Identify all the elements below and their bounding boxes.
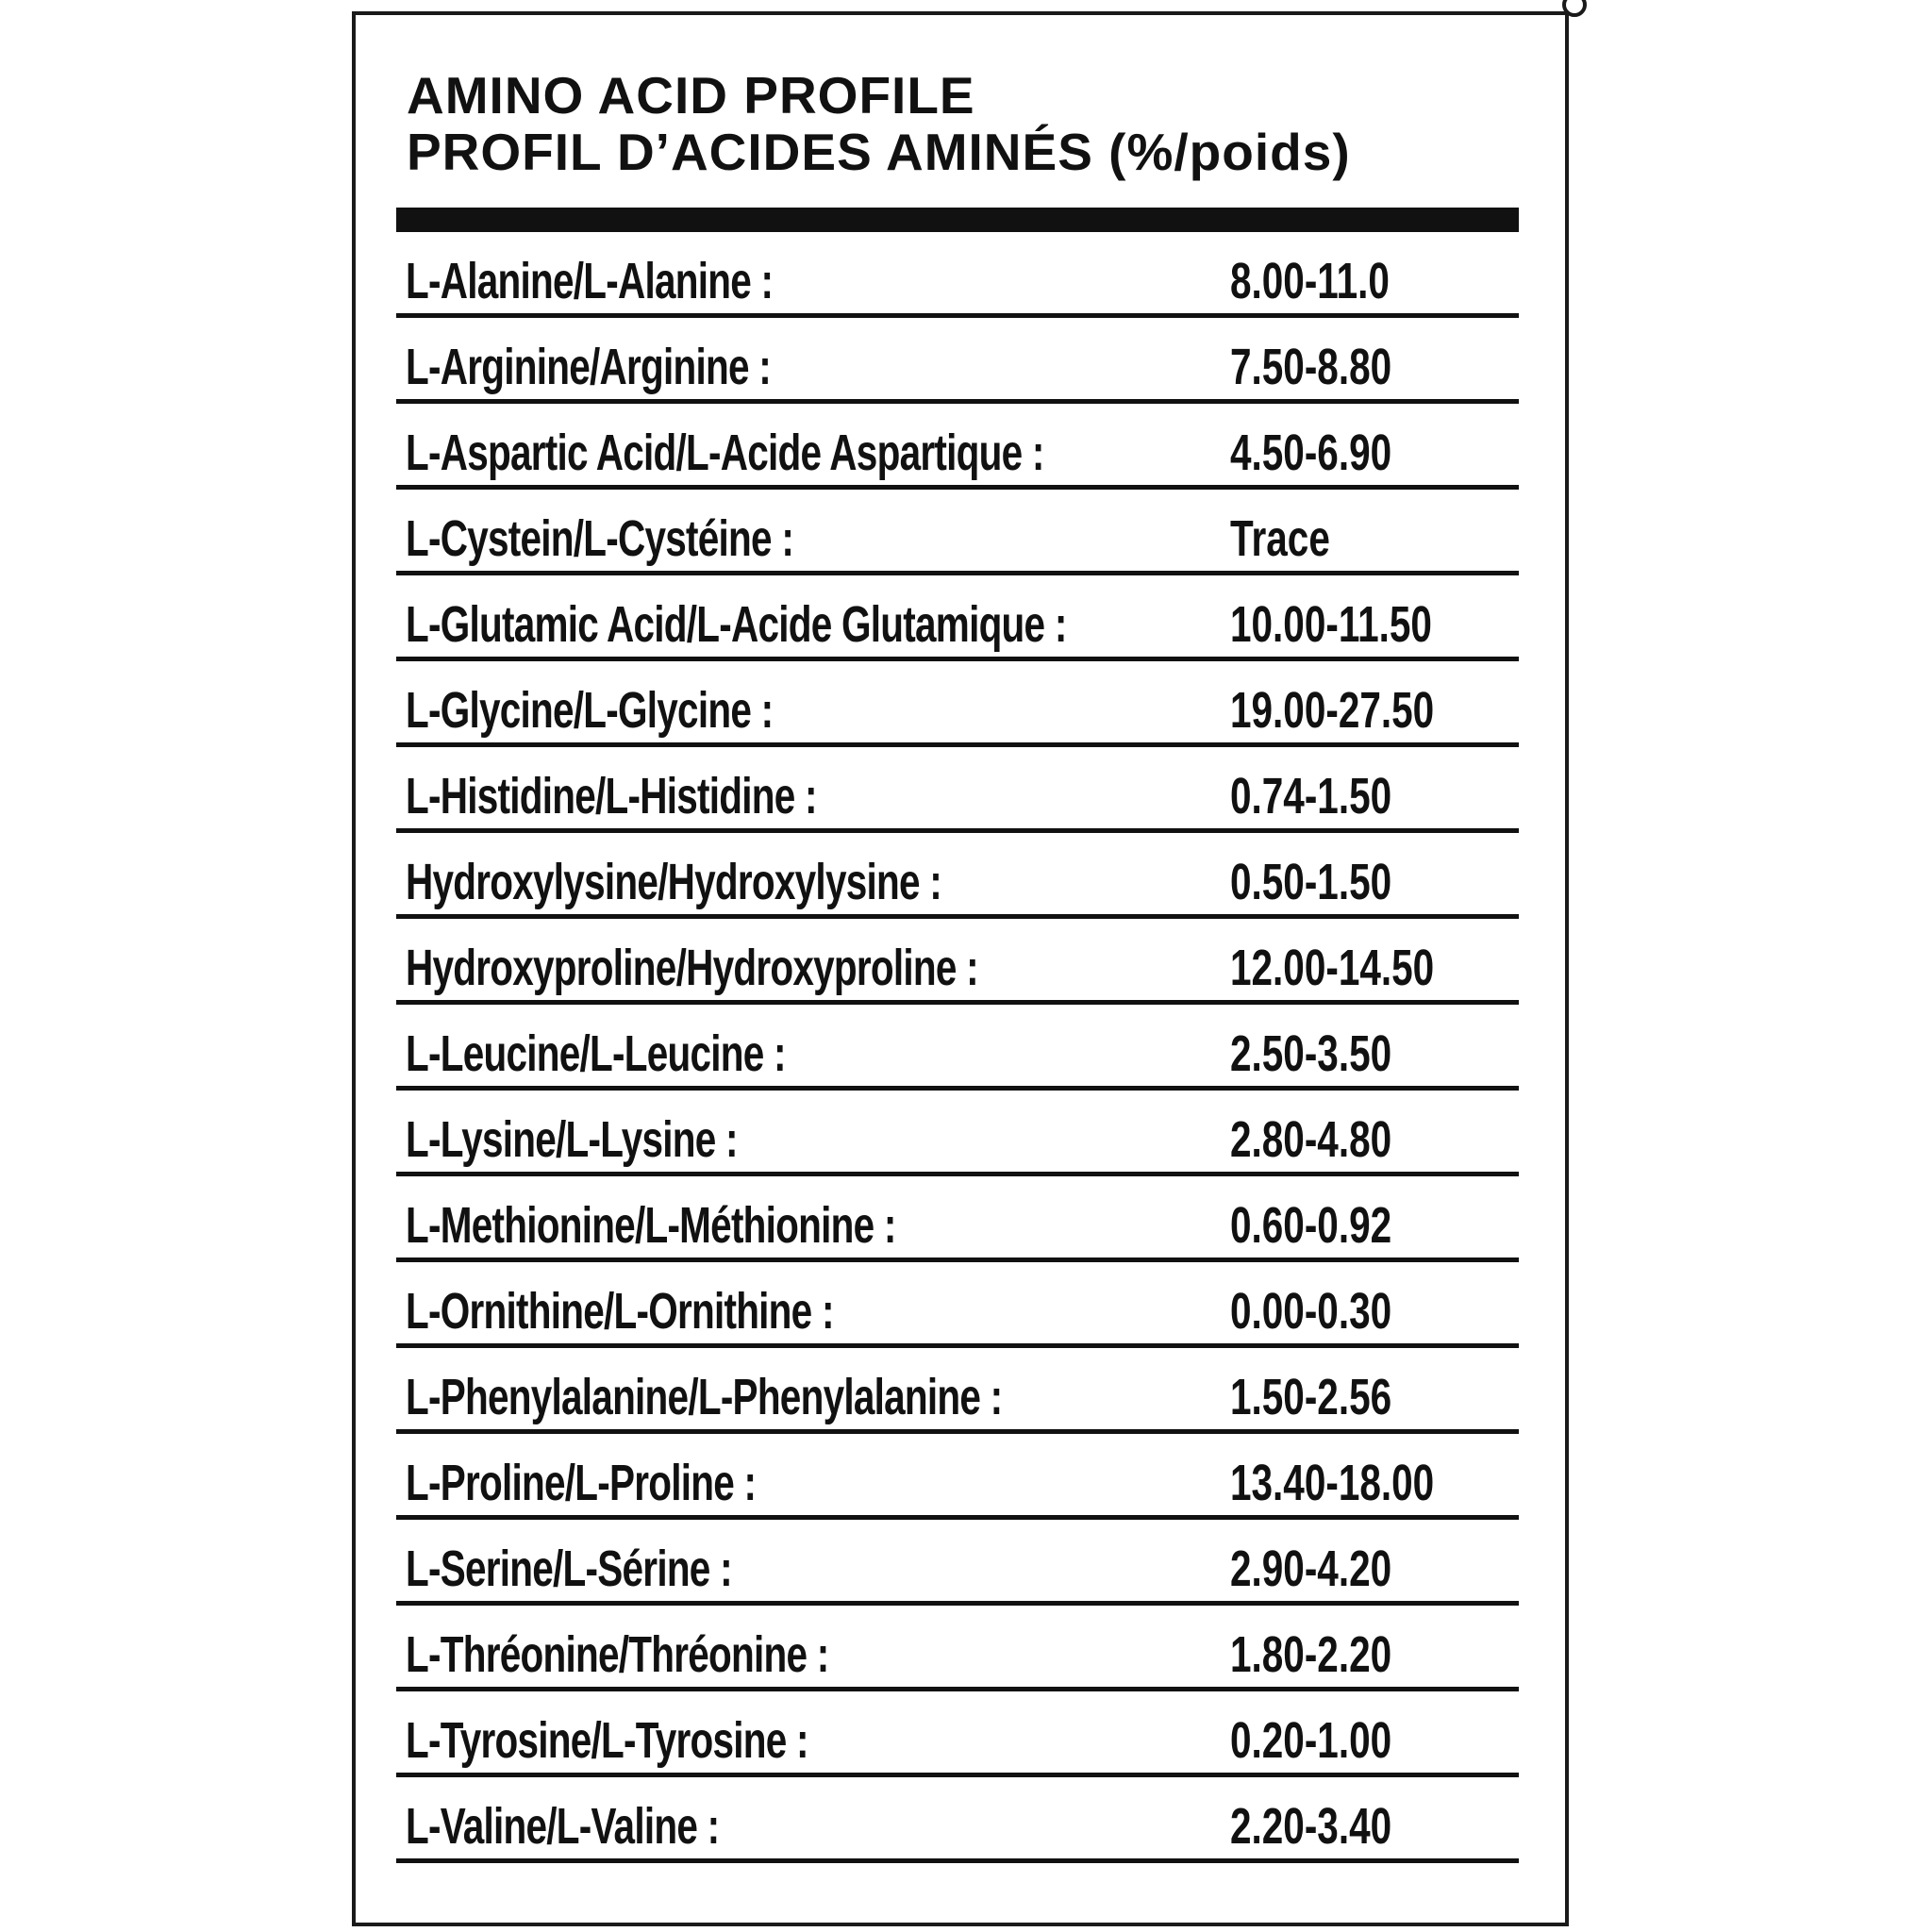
amino-acid-name: Hydroxylysine/Hydroxylysine : (406, 854, 941, 910)
amino-acid-name: L-Alanine/L-Alanine : (406, 253, 774, 309)
amino-acid-value: 12.00-14.50 (1230, 940, 1435, 996)
amino-acid-name: L-Histidine/L-Histidine : (406, 768, 817, 824)
amino-acid-value: 4.50-6.90 (1230, 425, 1392, 481)
amino-acid-value: 10.00-11.50 (1230, 596, 1432, 653)
amino-acid-name: L-Lysine/L-Lysine : (406, 1111, 738, 1168)
amino-acid-value: 1.50-2.56 (1230, 1369, 1392, 1425)
amino-acid-name: Hydroxyproline/Hydroxyproline : (406, 940, 978, 996)
table-row (396, 1348, 1519, 1434)
table-row (396, 490, 1519, 575)
amino-acid-value: 0.20-1.00 (1230, 1712, 1392, 1769)
table-row (396, 747, 1519, 833)
amino-acid-value: 0.74-1.50 (1230, 768, 1392, 824)
amino-acid-name: L-Phenylalanine/L-Phenylalanine : (406, 1369, 1003, 1425)
amino-acid-value: 2.50-3.50 (1230, 1025, 1392, 1082)
table-row (396, 1434, 1519, 1520)
amino-acid-name: L-Tyrosine/L-Tyrosine : (406, 1712, 808, 1769)
amino-acid-table (396, 232, 1519, 1863)
amino-acid-value: 19.00-27.50 (1230, 682, 1435, 739)
table-row (396, 1606, 1519, 1691)
table-row (396, 1091, 1519, 1176)
table-row (396, 1176, 1519, 1262)
amino-acid-value: 1.80-2.20 (1230, 1626, 1392, 1683)
table-row (396, 575, 1519, 661)
amino-acid-value: 2.20-3.40 (1230, 1798, 1392, 1855)
title-french: PROFIL D’ACIDES AMINÉS (%/poids) (407, 123, 1351, 181)
table-row (396, 318, 1519, 404)
table-row (396, 1691, 1519, 1777)
profile-header (407, 67, 1491, 180)
table-row (396, 232, 1519, 318)
table-row (396, 1262, 1519, 1348)
amino-acid-name: L-Glycine/L-Glycine : (406, 682, 774, 739)
amino-acid-value: 2.90-4.20 (1230, 1541, 1392, 1597)
table-row (396, 1005, 1519, 1091)
header-divider (396, 208, 1519, 232)
amino-acid-name: L-Ornithine/L-Ornithine : (406, 1283, 834, 1340)
table-row (396, 404, 1519, 490)
table-row (396, 919, 1519, 1005)
amino-acid-value: 0.60-0.92 (1230, 1197, 1392, 1254)
amino-acid-value: 13.40-18.00 (1230, 1455, 1435, 1511)
title-english: AMINO ACID PROFILE (407, 66, 975, 125)
amino-acid-name: L-Proline/L-Proline : (406, 1455, 757, 1511)
amino-acid-name: L-Arginine/Arginine : (406, 339, 771, 395)
table-row (396, 833, 1519, 919)
table-row (396, 1520, 1519, 1606)
amino-acid-value: 0.00-0.30 (1230, 1283, 1392, 1340)
amino-acid-value: 7.50-8.80 (1230, 339, 1392, 395)
amino-acid-name: L-Cystein/L-Cystéine : (406, 510, 794, 567)
amino-acid-name: L-Aspartic Acid/L-Acide Aspartique : (406, 425, 1044, 481)
amino-acid-profile-panel (352, 11, 1569, 1926)
amino-acid-value: 8.00-11.0 (1230, 253, 1390, 309)
amino-acid-name: L-Serine/L-Sérine : (406, 1541, 732, 1597)
amino-acid-value: 2.80-4.80 (1230, 1111, 1392, 1168)
table-row (396, 1777, 1519, 1863)
table-row (396, 661, 1519, 747)
amino-acid-name: L-Methionine/L-Méthionine : (406, 1197, 896, 1254)
amino-acid-name: L-Leucine/L-Leucine : (406, 1025, 786, 1082)
amino-acid-name: L-Thréonine/Thréonine : (406, 1626, 829, 1683)
amino-acid-value: 0.50-1.50 (1230, 854, 1392, 910)
amino-acid-name: L-Valine/L-Valine : (406, 1798, 720, 1855)
amino-acid-name: L-Glutamic Acid/L-Acide Glutamique : (406, 596, 1067, 653)
amino-acid-value: Trace (1230, 510, 1330, 567)
